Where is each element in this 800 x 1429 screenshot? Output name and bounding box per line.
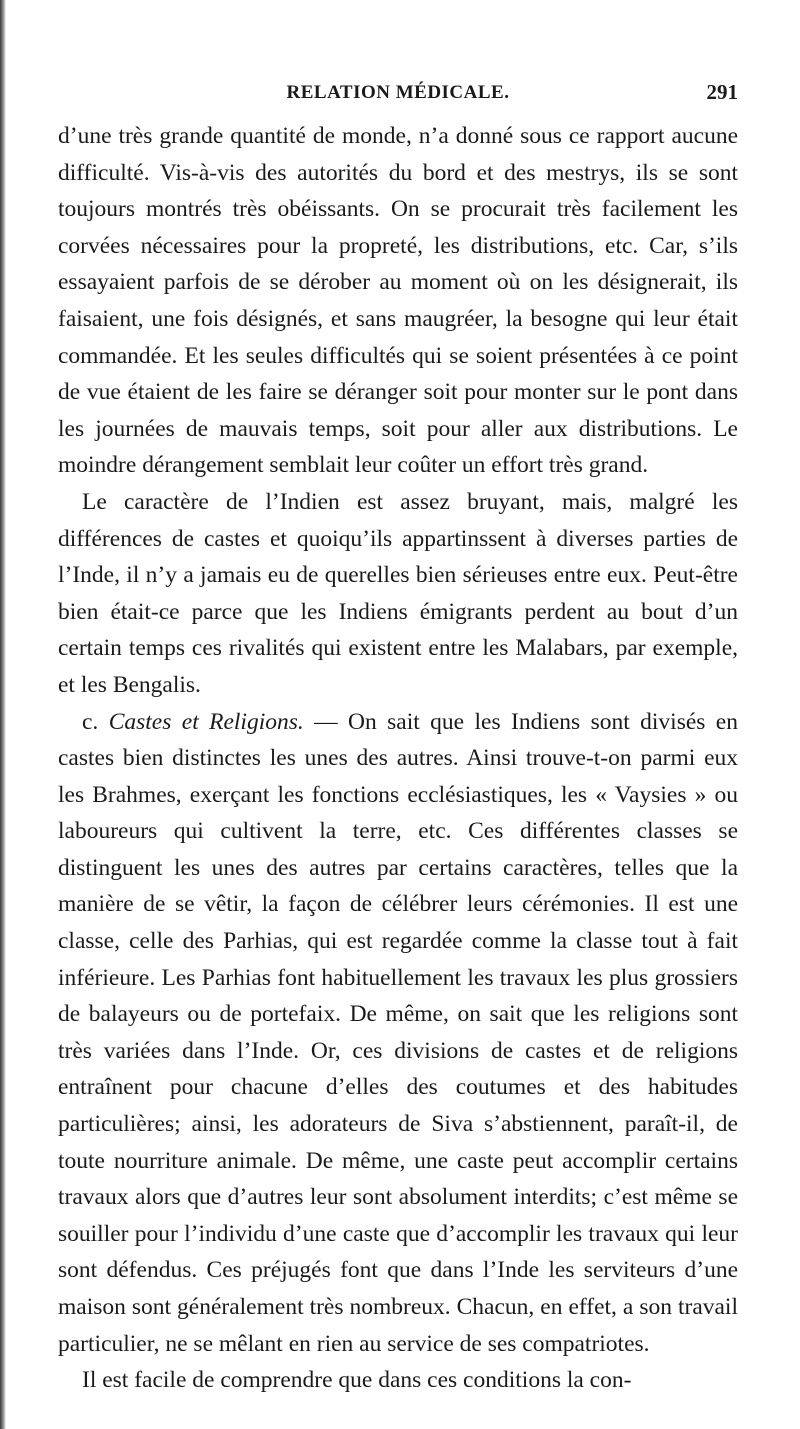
running-title: RELATION MÉDICALE. — [286, 82, 510, 103]
paragraph-1: d’une très grande quantité de monde, n’a donné sous ce rapport aucune difficulté. Vis-à-vis des autorités du bord et des mestrys, ils se sont toujours montrés très obéissants. On se procurait très facilement les corvées nécessaires pour la propreté, les distributions, etc. Car, s’ils essayaient parfois de se dérober au moment où on les désignerait, ils faisaient, une fois désignés, et sans maugréer, la besogne qui leur était commandée. Et les seules difficultés qui se soient présentées à ce point de vue étaient de les faire se déranger soit pour monter sur le pont dans les journées de mauvais temps, soit pour aller aux distributions. Le moindre dérangement semblait leur coûter un effort très grand. — [58, 123, 738, 479]
running-header — [58, 78, 738, 104]
section-body: — On sait que les Indiens sont divisés en castes bien distinctes les unes des autres. Ainsi trouve-t-on parmi eux les Brahmes, exerçant les fonctions ecclésiastiques, les « Vaysies » ou laboureurs qui cultivent la terre, etc. Ces différentes classes se distinguent les unes des autres par certains caractères, telles que la manière de se vêtir, la façon de célébrer leurs cérémonies. Il est une classe, celle des Parhias, qui est regardée comme la classe tout à fait inférieure. Les Parhias font habituellement les travaux les plus grossiers de balayeurs ou de portefaix. De même, on sait que les religions sont très variées dans l’Inde. Or, ces divisions de castes et de religions entraînent pour chacune d’elles des coutumes et des habitudes particulières; ainsi, les adorateurs de Siva s’abstiennent, paraît-il, de toute nourriture animale. De même, une caste peut accomplir certains travaux alors que d’autres leur sont absolument interdits; c’est même se souiller pour l’individu d’une caste que d’accomplir les travaux qui leur sont défendus. Ces préjugés font que dans l’Inde les serviteurs d’une maison sont généralement très nombreux. Chacun, en effet, a son travail particulier, ne se mêlant en rien au service de ses compatriotes. — [58, 708, 738, 1357]
page-number: 291 — [706, 80, 738, 104]
book-page — [58, 78, 738, 1399]
paragraph-2: Le caractère de l’Indien est assez bruyant, mais, malgré les différences de castes et quoiqu’ils appartinssent à diverses parties de l’Inde, il n’y a jamais eu de querelles bien sérieuses entre eux. Peut-être bien était-ce parce que les Indiens émigrants perdent au bout d’un certain temps ces rivalités qui existent entre les Malabars, par exemple, et les Bengalis. — [58, 488, 738, 698]
paragraph-3-castes-et-religions — [58, 704, 738, 1363]
paragraph-4: Il est facile de comprendre que dans ces conditions la con- — [82, 1367, 632, 1394]
scan-edge-shadow — [0, 0, 6, 1429]
section-marker: c. — [82, 708, 99, 735]
section-heading: Castes et Religions. — [108, 708, 304, 735]
